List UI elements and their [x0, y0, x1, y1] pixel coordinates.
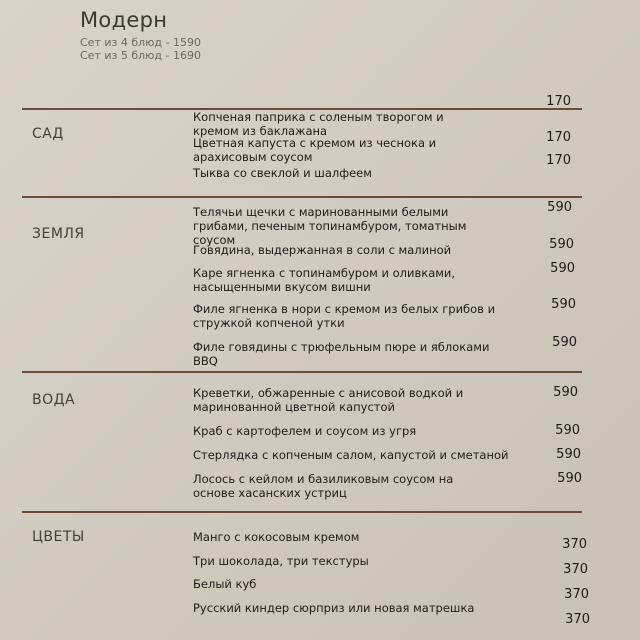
- dish-name: Говядина, выдержанная в соли с малиной: [193, 243, 452, 257]
- dish-name: Филе говядины с трюфельным пюре и яблоками BBQ: [193, 340, 490, 368]
- set-4-courses-price: Сет из 4 блюд - 1590: [80, 36, 201, 49]
- dish-name: Телячьи щечки с маринованными белыми грибами, печеным топинамбуром, томатным соусом: [193, 205, 467, 247]
- dish-name: Цветная капуста с кремом из чеснока и арахисовым соусом: [193, 136, 437, 164]
- dish-price: 590: [550, 261, 575, 276]
- dish-name: Три шоколада, три текстуры: [193, 554, 369, 568]
- dish-name: Манго с кокосовым кремом: [193, 530, 360, 544]
- menu-title: Модерн: [80, 8, 168, 32]
- dish-name: Краб с картофелем и соусом из угря: [193, 424, 417, 438]
- section-divider: [22, 511, 582, 513]
- set-5-courses-price: Сет из 5 блюд - 1690: [80, 49, 201, 62]
- dish-price: 590: [556, 447, 581, 462]
- dish-price: 170: [546, 153, 571, 168]
- section-title-flowers: ЦВЕТЫ: [32, 529, 85, 545]
- dish-price: 370: [565, 612, 590, 627]
- dish-name: Стерлядка с копченым салом, капустой и сметаной: [193, 448, 509, 462]
- dish-name: Белый куб: [193, 577, 257, 591]
- dish-price: 590: [557, 471, 582, 486]
- dish-price: 590: [553, 385, 578, 400]
- section-title-water: ВОДА: [32, 392, 76, 408]
- dish-name: Каре ягненка с топинамбуром и оливками, насыщенными вкусом вишни: [193, 266, 456, 294]
- dish-name: Филе ягненка в нори с кремом из белых грибов и стружкой копченой утки: [193, 302, 496, 330]
- dish-name: Копченая паприка с соленым творогом и кремом из баклажана: [193, 110, 444, 138]
- dish-price: 370: [562, 537, 587, 552]
- dish-price: 590: [552, 335, 577, 350]
- dish-price: 370: [563, 562, 588, 577]
- dish-name: Русский киндер сюрприз или новая матрешка: [193, 601, 475, 615]
- dish-name: Тыква со свеклой и шалфеем: [193, 166, 372, 180]
- section-divider: [22, 196, 582, 198]
- dish-price: 170: [546, 130, 571, 145]
- dish-price: 590: [549, 237, 574, 252]
- dish-price: 370: [564, 587, 589, 602]
- dish-price: 170: [546, 94, 571, 109]
- dish-name: Креветки, обжаренные с анисовой водкой и маринованной цветной капустой: [193, 386, 464, 414]
- section-divider: [22, 371, 582, 373]
- dish-price: 590: [551, 297, 576, 312]
- section-title-garden: САД: [32, 126, 64, 142]
- dish-price: 590: [547, 200, 572, 215]
- section-title-earth: ЗЕМЛЯ: [32, 226, 85, 242]
- dish-name: Лосось с кейлом и базиликовым соусом на основе хасанских устриц: [193, 472, 454, 500]
- dish-price: 590: [555, 423, 580, 438]
